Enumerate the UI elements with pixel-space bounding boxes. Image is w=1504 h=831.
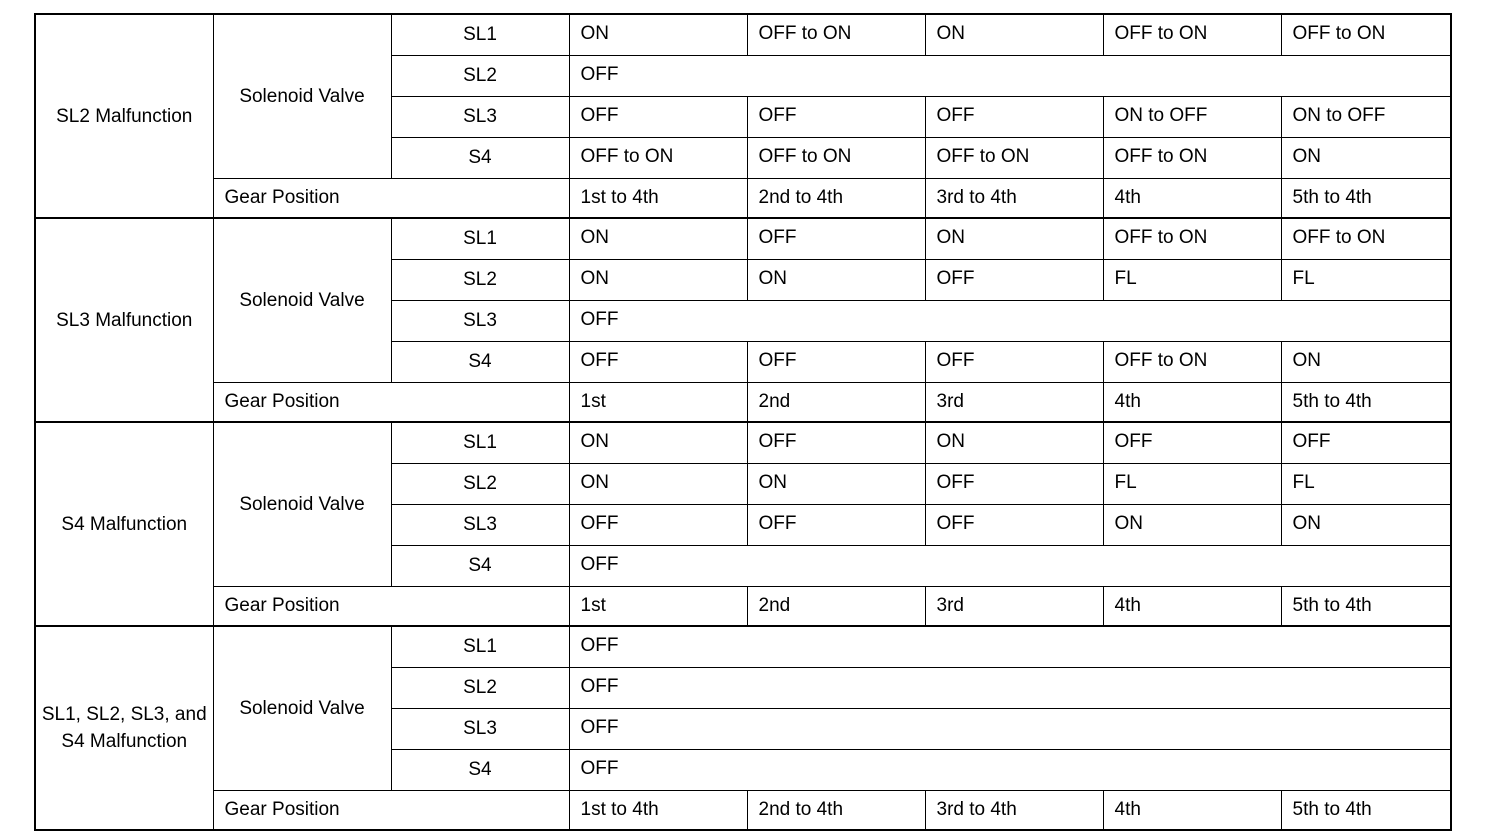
solenoid-state-cell: OFF xyxy=(747,422,925,464)
solenoid-name: SL3 xyxy=(391,301,569,342)
gear-position-cell: 5th to 4th xyxy=(1281,383,1451,423)
solenoid-name: S4 xyxy=(391,342,569,383)
gear-position-label: Gear Position xyxy=(213,179,569,219)
solenoid-state-cell: ON xyxy=(569,260,747,301)
solenoid-state-cell: FL xyxy=(1103,464,1281,505)
solenoid-state-cell: OFF xyxy=(569,626,1451,668)
solenoid-name: SL1 xyxy=(391,626,569,668)
solenoid-name: SL2 xyxy=(391,668,569,709)
solenoid-state-cell: ON xyxy=(925,218,1103,260)
solenoid-state-cell: OFF xyxy=(925,97,1103,138)
solenoid-name: S4 xyxy=(391,138,569,179)
gear-position-cell: 4th xyxy=(1103,791,1281,831)
gear-position-cell: 3rd to 4th xyxy=(925,179,1103,219)
solenoid-state-cell: OFF xyxy=(1281,422,1451,464)
solenoid-state-cell: OFF xyxy=(569,56,1451,97)
solenoid-state-cell: OFF xyxy=(925,342,1103,383)
gear-position-cell: 1st to 4th xyxy=(569,179,747,219)
solenoid-state-cell: OFF to ON xyxy=(1281,14,1451,56)
solenoid-state-cell: OFF xyxy=(569,342,747,383)
gear-position-cell: 3rd xyxy=(925,587,1103,627)
gear-position-cell: 1st to 4th xyxy=(569,791,747,831)
solenoid-name: SL3 xyxy=(391,709,569,750)
solenoid-name: S4 xyxy=(391,546,569,587)
solenoid-state-cell: ON xyxy=(925,14,1103,56)
gear-position-cell: 5th to 4th xyxy=(1281,791,1451,831)
solenoid-name: SL2 xyxy=(391,260,569,301)
gear-position-cell: 2nd to 4th xyxy=(747,179,925,219)
solenoid-state-cell: OFF to ON xyxy=(1281,218,1451,260)
solenoid-valve-label: Solenoid Valve xyxy=(213,14,391,179)
solenoid-name: SL1 xyxy=(391,422,569,464)
gear-position-cell: 2nd xyxy=(747,587,925,627)
gear-position-cell: 1st xyxy=(569,383,747,423)
solenoid-state-cell: OFF xyxy=(925,260,1103,301)
solenoid-state-cell: OFF to ON xyxy=(569,138,747,179)
solenoid-state-cell: ON xyxy=(747,464,925,505)
solenoid-state-cell: ON xyxy=(1281,342,1451,383)
table-row xyxy=(35,626,1451,668)
solenoid-state-cell: OFF xyxy=(569,97,747,138)
gear-position-label: Gear Position xyxy=(213,587,569,627)
gear-position-cell: 2nd to 4th xyxy=(747,791,925,831)
solenoid-state-cell: OFF to ON xyxy=(1103,218,1281,260)
solenoid-name: SL2 xyxy=(391,56,569,97)
solenoid-state-cell: OFF xyxy=(747,97,925,138)
gear-position-cell: 4th xyxy=(1103,179,1281,219)
table-row xyxy=(35,14,1451,56)
solenoid-state-cell: ON xyxy=(925,422,1103,464)
solenoid-state-cell: OFF xyxy=(747,218,925,260)
solenoid-state-cell: ON xyxy=(1281,505,1451,546)
malfunction-label: SL3 Malfunction xyxy=(35,218,213,422)
solenoid-state-cell: OFF xyxy=(569,709,1451,750)
solenoid-state-cell: ON xyxy=(569,422,747,464)
solenoid-state-cell: OFF xyxy=(925,505,1103,546)
gear-position-row xyxy=(35,791,1451,831)
gear-position-label: Gear Position xyxy=(213,791,569,831)
solenoid-state-cell: OFF xyxy=(569,505,747,546)
gear-position-row xyxy=(35,179,1451,219)
solenoid-state-cell: OFF xyxy=(569,668,1451,709)
solenoid-state-cell: OFF xyxy=(925,464,1103,505)
solenoid-state-cell: OFF xyxy=(747,342,925,383)
solenoid-state-cell: ON xyxy=(569,218,747,260)
solenoid-state-cell: ON xyxy=(1281,138,1451,179)
gear-position-cell: 3rd to 4th xyxy=(925,791,1103,831)
solenoid-state-cell: OFF to ON xyxy=(747,14,925,56)
solenoid-state-cell: OFF to ON xyxy=(747,138,925,179)
solenoid-state-cell: FL xyxy=(1281,260,1451,301)
table-row xyxy=(35,422,1451,464)
gear-position-cell: 3rd xyxy=(925,383,1103,423)
solenoid-name: SL2 xyxy=(391,464,569,505)
solenoid-state-cell: OFF to ON xyxy=(925,138,1103,179)
gear-position-cell: 4th xyxy=(1103,383,1281,423)
solenoid-valve-label: Solenoid Valve xyxy=(213,422,391,587)
solenoid-state-cell: OFF to ON xyxy=(1103,342,1281,383)
solenoid-state-cell: OFF xyxy=(569,546,1451,587)
solenoid-state-cell: ON xyxy=(569,464,747,505)
solenoid-name: SL1 xyxy=(391,14,569,56)
table-body xyxy=(35,14,1451,830)
solenoid-state-cell: ON xyxy=(747,260,925,301)
solenoid-state-cell: ON to OFF xyxy=(1281,97,1451,138)
solenoid-name: S4 xyxy=(391,750,569,791)
solenoid-state-cell: OFF to ON xyxy=(1103,138,1281,179)
solenoid-state-cell: OFF xyxy=(569,301,1451,342)
malfunction-label: S4 Malfunction xyxy=(35,422,213,626)
gear-position-row xyxy=(35,383,1451,423)
gear-position-label: Gear Position xyxy=(213,383,569,423)
solenoid-state-cell: OFF xyxy=(1103,422,1281,464)
gear-position-cell: 5th to 4th xyxy=(1281,179,1451,219)
solenoid-name: SL3 xyxy=(391,505,569,546)
solenoid-state-cell: OFF to ON xyxy=(1103,14,1281,56)
solenoid-name: SL3 xyxy=(391,97,569,138)
solenoid-valve-label: Solenoid Valve xyxy=(213,218,391,383)
solenoid-valve-label: Solenoid Valve xyxy=(213,626,391,791)
malfunction-label: SL1, SL2, SL3, and S4 Malfunction xyxy=(35,626,213,830)
gear-position-row xyxy=(35,587,1451,627)
solenoid-state-cell: ON xyxy=(1103,505,1281,546)
solenoid-state-cell: ON xyxy=(569,14,747,56)
malfunction-label: SL2 Malfunction xyxy=(35,14,213,218)
gear-position-cell: 2nd xyxy=(747,383,925,423)
gear-position-cell: 5th to 4th xyxy=(1281,587,1451,627)
solenoid-name: SL1 xyxy=(391,218,569,260)
solenoid-state-cell: OFF xyxy=(747,505,925,546)
solenoid-state-cell: OFF xyxy=(569,750,1451,791)
malfunction-table xyxy=(34,13,1452,831)
solenoid-state-cell: FL xyxy=(1281,464,1451,505)
solenoid-state-cell: ON to OFF xyxy=(1103,97,1281,138)
solenoid-state-cell: FL xyxy=(1103,260,1281,301)
gear-position-cell: 4th xyxy=(1103,587,1281,627)
table-row xyxy=(35,218,1451,260)
gear-position-cell: 1st xyxy=(569,587,747,627)
